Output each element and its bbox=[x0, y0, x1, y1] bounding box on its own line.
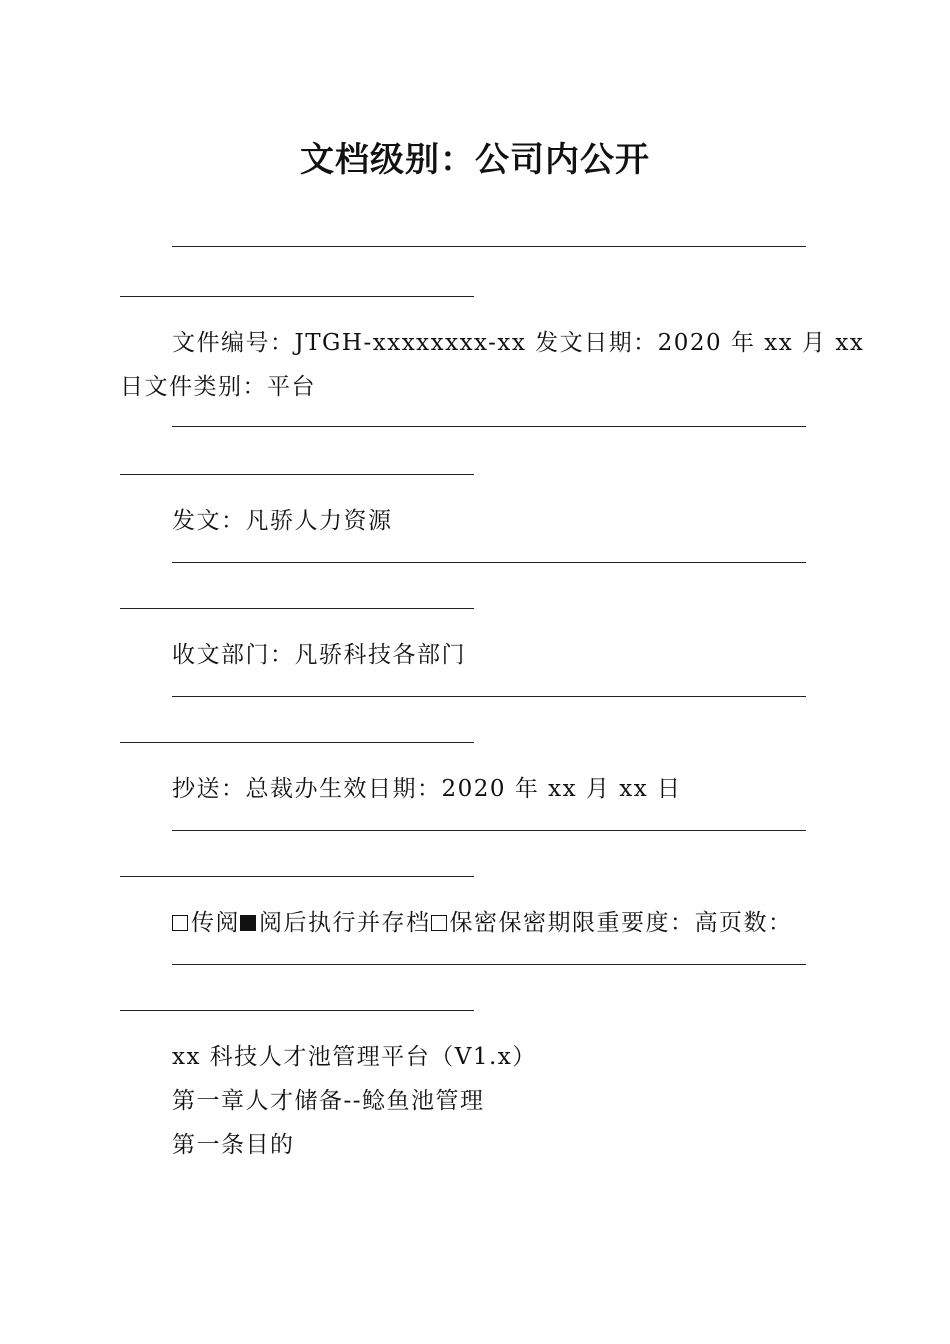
file-info-line-continued: 日文件类别：平台 bbox=[120, 374, 316, 400]
article-heading: 第一条目的 bbox=[172, 1132, 295, 1158]
separator-line bbox=[172, 964, 806, 965]
document-title: 文档级别：公司内公开 bbox=[300, 140, 650, 180]
option-circulate: 传阅 bbox=[191, 910, 240, 936]
separator-line bbox=[172, 426, 806, 427]
separator-line bbox=[172, 246, 806, 247]
separator-line bbox=[172, 562, 806, 563]
separator-line bbox=[172, 696, 806, 697]
separator-line bbox=[120, 474, 474, 475]
separator-line bbox=[120, 742, 474, 743]
system-name: xx 科技人才池管理平台（V1.x） bbox=[172, 1044, 537, 1070]
separator-line bbox=[120, 1010, 474, 1011]
separator-line bbox=[120, 608, 474, 609]
chapter-heading: 第一章人才储备--鲶鱼池管理 bbox=[172, 1088, 485, 1114]
separator-line bbox=[172, 830, 806, 831]
separator-line bbox=[120, 876, 474, 877]
cc-and-effective-date-line: 抄送：总裁办生效日期：2020 年 xx 月 xx 日 bbox=[172, 776, 682, 802]
unchecked-box-icon bbox=[431, 915, 447, 931]
option-confidential: 保密保密期限重要度：高页数： bbox=[449, 910, 793, 936]
checked-box-icon bbox=[240, 915, 256, 931]
recipient-line: 收文部门：凡骄科技各部门 bbox=[172, 642, 466, 668]
distribution-options-line bbox=[172, 908, 793, 938]
separator-line bbox=[120, 296, 474, 297]
option-execute-archive: 阅后执行并存档 bbox=[259, 910, 431, 936]
unchecked-box-icon bbox=[172, 915, 188, 931]
issuer-line: 发文：凡骄人力资源 bbox=[172, 508, 393, 534]
file-info-line: 文件编号：JTGH-xxxxxxxx-xx 发文日期：2020 年 xx 月 xx bbox=[172, 330, 865, 356]
